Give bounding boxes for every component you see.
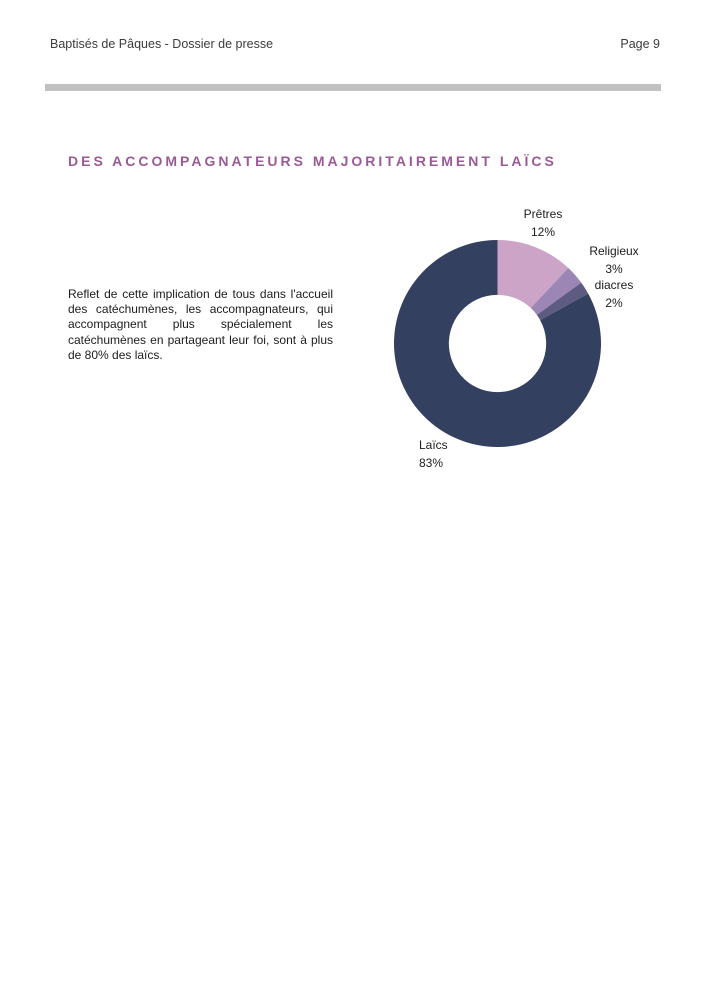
chart-label-laics	[419, 437, 499, 472]
chart-label-laics-name: Laïcs	[419, 438, 448, 452]
header-divider-bar	[45, 84, 661, 91]
chart-label-pretres-name: Prêtres	[523, 207, 563, 221]
chart-label-pretres-value: 12%	[530, 224, 556, 239]
header-title: Baptisés de Pâques - Dossier de presse	[50, 37, 274, 51]
chart-label-diacres-name: diacres	[594, 278, 634, 292]
body-paragraph: Reflet de cette implication de tous dans l'accueil des catéchumènes, les accompagnateurs, qui accompagnent plus spécialement les catéchumènes en partageant leur foi, sont à plus de 80% des laïcs.	[68, 287, 333, 362]
chart-label-pretres	[497, 206, 589, 241]
chart-label-laics-value: 83%	[419, 455, 444, 470]
chart-label-religieux-value: 3%	[605, 261, 623, 276]
section-heading: DES ACCOMPAGNATEURS MAJORITAIREMENT LAÏCS	[68, 153, 557, 169]
chart-label-diacres-value: 2%	[605, 295, 623, 310]
chart-label-diacres	[566, 277, 662, 312]
chart-label-religieux	[566, 243, 662, 278]
chart-label-religieux-name: Religieux	[589, 244, 639, 258]
header-page-number: Page 9	[620, 37, 660, 51]
